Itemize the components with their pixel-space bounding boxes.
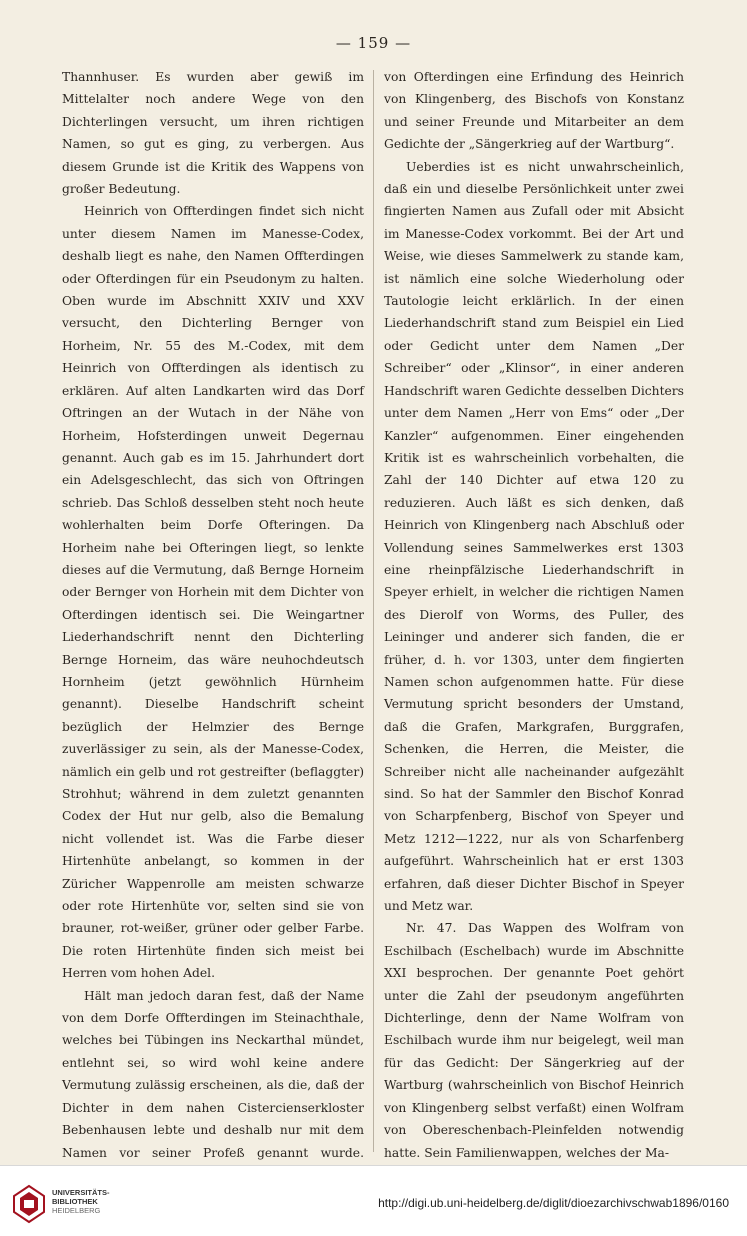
library-logo-text: UNIVERSITÄTS- BIBLIOTHEK HEIDELBERG [52, 1188, 110, 1215]
paragraph: von Ofterdingen eine Erfindung des Heinrich von Klingenberg, des Bischofs von Konstanz und seiner Freunde und Mitarbeiter an dem Gedichte der „Sängerkrieg auf der Wartburg“. [384, 70, 684, 152]
paragraph: Hält man jedoch daran fest, daß der Name von dem Dorfe Offterdingen im Steinachthale, welches bei Tübingen ins Neckarthal mündet, entlehnt sei, so wird wohl keine andere Vermutung zulässig erscheinen, als die, daß der Dichter in dem nahen Cistercienserkloster Bebenhausen lebte und deshalb nur mit dem Namen vor seiner Profeß genannt wurde. [62, 988, 364, 1160]
viewer-footer [0, 1165, 747, 1236]
paragraph: Heinrich von Offterdingen findet sich nicht unter diesem Namen im Manesse-Codex, deshalb liegt es nahe, den Namen Offterdingen oder Ofterdingen für ein Pseudonym zu halten. Oben wurde im Abschnitt XXIV und XXV versucht, den Dichterling Bernger von Horheim, Nr. 55 des M.-Codex, mit dem Heinrich von Offterdingen als identisch zu erklären. Auf alten Landkarten wird das Dorf Oftringen an der Wutach in der Nähe von Horheim, Hofsterdingen unweit Degernau genannt. Auch gab es im 15. Jahrhundert dort ein Adelsgeschlecht, das sich von Oftringen schrieb. Das Schloß desselben steht noch heute wohlerhalten beim Dorfe Ofteringen. Da Horheim nahe bei Ofteringen liegt, so lenkte dieses auf die Vermutung, daß Bernge Horneim oder Bernger von Horhein mit dem Dichter von Ofterdingen identisch sei. Die Weingartner Liederhandschrift nennt den Dichterling Bernge Horneim, das wäre neuhochdeutsch Hornheim (jetzt gewöhnlich Hürnheim genannt). Dieselbe Handschrift scheint bezüglich der Helmzier des Bernge zuverlässiger zu sein, als der Manesse-Codex, nämlich ein gelb und rot gestreifter (beflaggter) Strohhut; während in dem zuletzt genannten Codex der Hut nur gelb, also die Bemalung nicht vollendet ist. Was die Farbe dieser Hirtenhüte anbelangt, so kommen in der Züricher Wappenrolle am meisten schwarze oder rote Hirtenhüte vor, selten sind sie von brauner, rot-weißer, grüner oder gelber Farbe. Die roten Hirtenhüte finden sich meist bei Herren vom hohen Adel. [62, 204, 364, 981]
university-seal-icon [12, 1184, 46, 1224]
paragraph: Thannhuser. Es wurden aber gewiß im Mittelalter noch andere Wege von den Dichterlingen versucht, um ihren richtigen Namen, so gut es ging, zu verbergen. Aus diesem Grunde ist die Kritik des Wappens von großer Bedeutung. [62, 70, 364, 197]
left-column [62, 66, 364, 1186]
right-column [384, 66, 684, 1164]
source-url-link[interactable]: http://digi.ub.uni-heidelberg.de/diglit/dioezarchivschwab1896/0160 [378, 1196, 729, 1210]
paragraph: Nr. 47. Das Wappen des Wolfram von Eschilbach (Eschelbach) wurde im Abschnitte XXI besprochen. Der genannte Poet gehört unter die Zahl der pseudonym angeführten Dichterlinge, denn der Name Wolfram von Eschilbach wurde ihm nur beigelegt, weil man für das Gedicht: Der Sängerkrieg auf der Wartburg (wahrscheinlich von Bischof Heinrich von Klingenberg selbst verfaßt) einen Wolfram von Obereschenbach-Pleinfelden notwendig hatte. Sein Familienwappen, welches der Ma- [384, 921, 684, 1160]
page-number: — 159 — [335, 34, 412, 52]
paragraph: Ueberdies ist es nicht unwahrscheinlich, daß ein und dieselbe Persönlichkeit unter zwei fingierten Namen aus Zufall oder mit Absicht im Manesse-Codex vorkommt. Bei der Art und Weise, wie dieses Sammelwerk zu stande kam, ist nämlich eine solche Wiederholung oder Tautologie leicht erklärlich. In der einen Liederhandschrift stand zum Beispiel ein Lied oder Gedicht unter dem Namen „Der Schreiber“ oder „Klinsor“, in einer anderen Handschrift waren Gedichte desselben Dichters unter dem Namen „Herr von Ems“ oder „Der Kanzler“ aufgenommen. Einer eingehenden Kritik ist es wahrscheinlich vorbehalten, die Zahl der 140 Dichter auf etwa 120 zu reduzieren. Auch läßt es sich denken, daß Heinrich von Klingenberg nach Abschluß oder Vollendung seines Sammelwerkes erst 1303 eine rheinpfälzische Liederhandschrift in Speyer erhielt, in welcher die richtigen Namen des Dierolf von Worms, des Puller, des Leininger und anderer sich fanden, die er früher, d. h. vor 1303, unter dem fingierten Namen schon aufgenommen hatte. Für diese Vermutung spricht besonders der Umstand, daß die Grafen, Markgrafen, Burggrafen, Schenken, die Herren, die Meister, die Schreiber nicht alle nacheinander aufgezählt sind. So hat der Sammler den Bischof Konrad von Scharpfenberg, Bischof von Speyer und Metz 1212—1222, nur als von Scharfenberg aufgeführt. Wahrscheinlich hat er erst 1303 erfahren, daß dieser Dichter Bischof in Speyer und Metz war. [384, 159, 684, 914]
column-divider [373, 70, 374, 1152]
